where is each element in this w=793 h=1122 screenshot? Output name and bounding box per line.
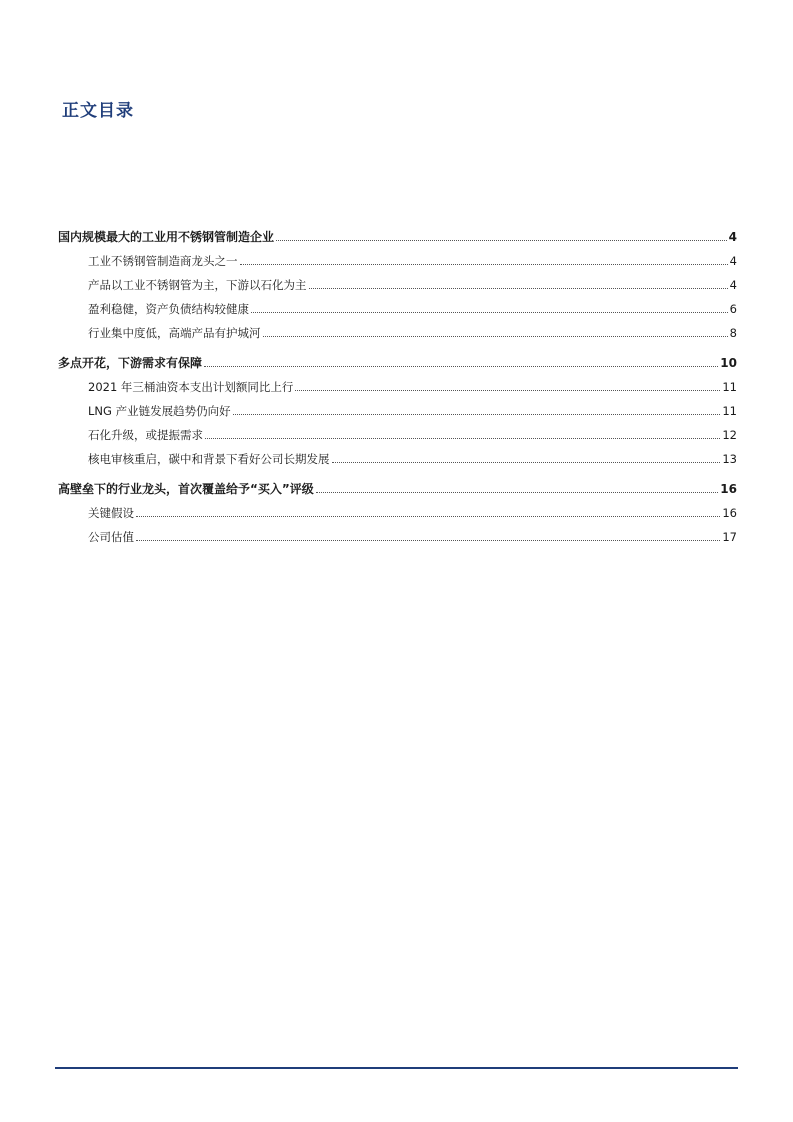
toc-leader-dots [240,263,728,265]
toc-page-number: 13 [722,452,737,466]
toc-subsection-entry[interactable] [58,292,737,316]
toc-section-entry[interactable] [58,346,737,370]
toc-entry-label: 多点开花，下游需求有保障 [58,356,203,370]
toc-page-number: 4 [729,254,737,268]
toc-leader-dots [204,365,718,367]
toc-page-number: 4 [728,230,737,244]
toc-page-number: 16 [722,506,737,520]
toc-page-number: 8 [729,326,737,340]
toc-leader-dots [136,539,720,541]
toc-leader-dots [332,461,721,463]
footer-divider [55,1067,738,1069]
toc-subsection-entry[interactable] [58,244,737,268]
toc-entry-label: 产品以工业不锈钢管为主，下游以石化为主 [88,278,307,292]
toc-entry-label: 石化升级，或提振需求 [88,428,203,442]
toc-entry-label: 行业集中度低，高端产品有护城河 [88,326,261,340]
toc-leader-dots [316,491,719,493]
toc-leader-dots [205,437,720,439]
toc-leader-dots [233,413,721,415]
toc-subsection-entry[interactable] [58,520,737,544]
toc-entry-label: 2021 年三桶油资本支出计划额同比上行 [88,380,294,394]
toc-entry-label: 高壁垒下的行业龙头，首次覆盖给予“买入”评级 [58,482,314,496]
toc-leader-dots [295,389,720,391]
toc-page-number: 11 [722,404,737,418]
toc-section-entry[interactable] [58,472,737,496]
toc-page-number: 10 [720,356,737,370]
toc-subsection-entry[interactable] [58,268,737,292]
toc-leader-dots [251,311,728,313]
toc-page-number: 4 [729,278,737,292]
toc-entry-label: 国内规模最大的工业用不锈钢管制造企业 [58,230,275,244]
toc-leader-dots [136,515,720,517]
toc-entry-label: 工业不锈钢管制造商龙头之一 [88,254,238,268]
toc-subsection-entry[interactable] [58,394,737,418]
toc-page-number: 11 [722,380,737,394]
toc-subsection-entry[interactable] [58,442,737,466]
toc-subsection-entry[interactable] [58,418,737,442]
toc-leader-dots [309,287,728,289]
toc-page-number: 16 [720,482,737,496]
toc-page-number: 17 [722,530,737,544]
toc-section-entry[interactable] [58,220,737,244]
table-of-contents [58,220,737,544]
toc-entry-label: LNG 产业链发展趋势仍向好 [88,404,231,418]
toc-page-number: 6 [729,302,737,316]
toc-page-number: 12 [722,428,737,442]
toc-subsection-entry[interactable] [58,496,737,520]
toc-entry-label: 核电审核重启，碳中和背景下看好公司长期发展 [88,452,330,466]
toc-subsection-entry[interactable] [58,316,737,340]
toc-subsection-entry[interactable] [58,370,737,394]
toc-entry-label: 公司估值 [88,530,134,544]
toc-entry-label: 盈利稳健，资产负债结构较健康 [88,302,249,316]
page-title: 正文目录 [62,101,134,121]
toc-entry-label: 关键假设 [88,506,134,520]
toc-leader-dots [263,335,728,337]
toc-leader-dots [276,239,727,241]
